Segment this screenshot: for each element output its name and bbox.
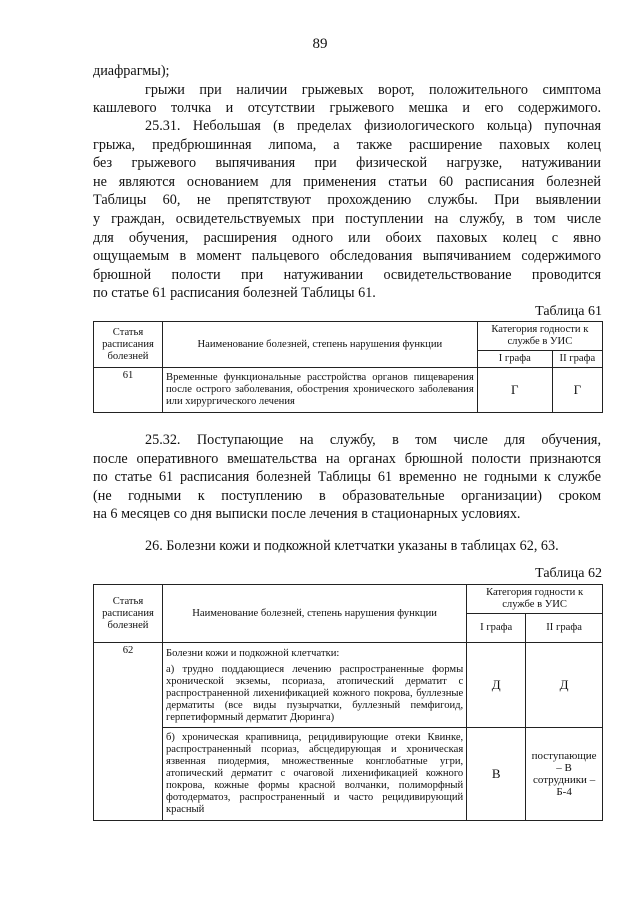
header-col2: II графа [552, 351, 602, 368]
cell-col2: Д [526, 643, 603, 728]
text-line: диафрагмы); [93, 63, 170, 79]
text-line: для обучения, расширения одного или обоих паховых колец с явно [93, 229, 601, 246]
text-line: кашлевого толчка и отсутствии грыжевого мешка и его содержимого. [93, 100, 601, 117]
text-line: (не годными к поступлению в образовательные организации) сроком [93, 487, 601, 504]
header-article: Статья расписания болезней [94, 322, 163, 368]
header-col2: II графа [526, 614, 603, 643]
col2-line: поступающие – В [531, 750, 597, 774]
cell-text: Временные функциональные расстройства органов пищеварения после острого заболевания, обострения хронического заболевания или хирургического лечения [163, 368, 478, 413]
header-col1: I графа [467, 614, 526, 643]
cell-col2 [526, 728, 603, 821]
header-name: Наименование болезней, степень нарушения функции [163, 585, 467, 643]
text-line: 25.32. Поступающие на службу, в том числе для обучения, [145, 432, 601, 448]
text-line: ощущаемым в момент пальцевого обследования выпячиванием содержимого [93, 248, 601, 265]
cell-col1: Д [467, 643, 526, 728]
header-article: Статья расписания болезней [94, 585, 163, 643]
page-number: 89 [312, 36, 328, 52]
text-line: на 6 месяцев со дня выписки после лечения в стационарных условиях. [93, 506, 521, 523]
text-line: брюшной полости при натуживании освидетельствование проводится [93, 266, 601, 283]
table-61 [93, 321, 603, 413]
page-bottom-margin [0, 862, 640, 905]
table-row [94, 643, 603, 728]
header-category: Категория годности к службе в УИС [467, 585, 603, 614]
table-62-caption: Таблица 62 [535, 566, 602, 581]
row-a-text: а) трудно поддающиеся лечению распространенные формы хронической экземы, псориаза, атопический дерматит с распространенной лихенификацией кожного покрова, буллезные дерматиты (все виды пузырчатки, буллезный пемфигоид, герпетиформный дерматит Дюринга) [166, 664, 464, 723]
text-line: по статье 61 расписания болезней Таблицы 61. [93, 285, 376, 302]
cell-col1: В [467, 728, 526, 821]
cell-text [163, 643, 467, 728]
cell-col1: Г [477, 368, 552, 413]
paragraph-26: 26. Болезни кожи и подкожной клетчатки указаны в таблицах 62, 63. [145, 538, 559, 554]
paragraph-25-31 [93, 117, 601, 303]
cell-col2: Г [552, 368, 602, 413]
table-row [94, 728, 603, 821]
table-row [94, 368, 603, 413]
row-intro: Болезни кожи и подкожной клетчатки: [166, 648, 340, 659]
header-category: Категория годности к службе в УИС [477, 322, 602, 351]
header-col1: I графа [477, 351, 552, 368]
text-line: не являются основанием для применения статьи 60 расписания болезней [93, 173, 601, 190]
table-62 [93, 584, 603, 821]
col2-line: сотрудники – Б-4 [533, 774, 596, 798]
cell-article: 62 [94, 643, 163, 821]
table-61-caption: Таблица 61 [535, 304, 602, 319]
header-name: Наименование болезней, степень нарушения функции [163, 322, 478, 368]
text-line: без грыжевого выпячивания при физической нагрузке, натуживании [93, 155, 601, 172]
cell-text: б) хроническая крапивница, рецидивирующие отеки Квинке, распространенный псориаз, абсцедирующая и хроническая язвенная пиодермия, множественные конглобатные угри, атопический дерматит с очаговой лихенификацией кожного покрова, кожные формы красной волчанки, полиморфный фотодерматоз, распространенный и часто рецидивирующий красный [163, 728, 467, 821]
paragraph-intro [93, 62, 601, 118]
cell-article: 61 [94, 368, 163, 413]
text-line: по статье 61 расписания болезней Таблицы 61 временно не годными к службе [93, 469, 601, 486]
text-line: грыжа, предбрюшинная липома, а также расширение паховых колец [93, 136, 601, 153]
text-line: грыжи при наличии грыжевых ворот, положительного симптома [145, 81, 601, 98]
text-line: 25.31. Небольшая (в пределах физиологического кольца) пупочная [145, 118, 601, 134]
text-line: Таблицы 60, не препятствуют прохождению службы. При выявлении [93, 192, 601, 209]
paragraph-25-32 [93, 431, 601, 524]
text-line: после оперативного вмешательства на органах брюшной полости признаются [93, 450, 601, 467]
text-line: у граждан, освидетельствуемых при поступлении на службу, в том числе [93, 210, 601, 227]
